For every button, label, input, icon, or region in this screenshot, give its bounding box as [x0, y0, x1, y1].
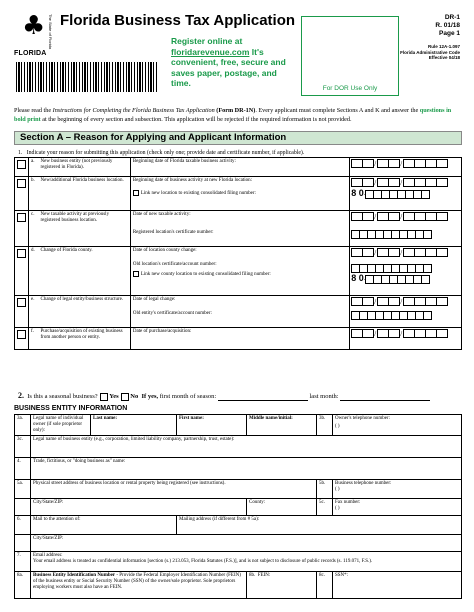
date-entry[interactable]: / /: [350, 211, 462, 247]
reason-row: b. New/additional Florida business location. Beginning date of business activity at new Florida location: Link new location to existing consolidated filing number: / / 8 0-: [15, 177, 462, 211]
ssn-field[interactable]: SSN*:: [333, 572, 462, 599]
mailing-address-field[interactable]: Mailing address (if different from # 5a):: [177, 516, 462, 535]
seasonal-yes-checkbox[interactable]: [100, 393, 108, 401]
first-month-field[interactable]: [218, 394, 308, 401]
dba-name-field[interactable]: Trade, fictitious, or "doing business as" name:: [31, 458, 462, 480]
business-entity-table: 3a. Legal name of individual owner (if sole proprietor only): Last name: First name: Middle name/initial: 3b. Owner's telephone number: ( ) 3c. Legal name of business entity (e.g., corporation, limited liability company, partnership, trust, estate): 4. Trade, fictitious, or "doing business as" name: 5a. Physical street address of business location or rental property being registered (see instructions). 5b. Business telephone number: ( ) City/State/ZIP: County: 5c. Fax number: ( ) 6. Mail to the attention of: Mailing address (if different from # 5a): City/State/ZIP: 7. Email address: Your email address is treated as confidential information [section (s.) 213.053, Florida Statutes (F.S.)], and is not subject to disclosure of public records (s. 119.071, F.S.). 8a. Business Entity Identification Number - Provide the Federal Employer Identification Number (FEIN) of the business entity or Social Security Number (SSN) of the owner/sole proprietor. Sole proprietors employing workers must also have an FEIN. 8b. FEIN: 8c. SSN*:: [14, 414, 462, 599]
register-online-notice: Register online at floridarevenue.com It's convenient, free, secure and saves paper, postage, and time.: [171, 36, 286, 88]
form-title: Florida Business Tax Application: [60, 12, 296, 29]
reason-d-checkbox[interactable]: [17, 249, 26, 258]
question-2-seasonal: 2. Is this a seasonal business? Yes No If yes, first month of season: last month:: [18, 391, 458, 401]
business-phone-field[interactable]: Business telephone number: ( ): [333, 480, 462, 499]
last-name-field[interactable]: Last name:: [91, 415, 177, 436]
reason-row: a. New business entity (not previously registered in Florida). Beginning date of Florida taxable business activity: / /: [15, 158, 462, 177]
instructions-paragraph: Please read the Instructions for Completing the Florida Business Tax Application (Form DR-1N). Every applicant must complete Sections A and K and answer the questions in bold print at the beginning of every section and subsection. This application will be rejected if the required information is not provided.: [14, 107, 452, 123]
county-field[interactable]: County:: [247, 499, 317, 516]
link-location-checkbox[interactable]: [133, 190, 139, 196]
reason-row: e. Change of legal entity/business structure. Date of legal change: Old entity's certificate/account number: / /: [15, 296, 462, 328]
date-entry[interactable]: / / 8 0-: [350, 177, 462, 211]
website-link[interactable]: floridarevenue.com: [171, 46, 250, 57]
dor-use-only-box: For DOR Use Only: [301, 16, 399, 96]
rule-block: Rule 12A-1.097 Florida Administrative Code Effective 04/18: [400, 44, 460, 60]
last-month-field[interactable]: [340, 394, 430, 401]
reason-row: f. Purchase/acquisition of existing business from another person or entity. Date of purchase/acquisition: / /: [15, 328, 462, 350]
reason-a-checkbox[interactable]: [17, 160, 26, 169]
seasonal-no-checkbox[interactable]: [121, 393, 129, 401]
fax-field[interactable]: Fax number: ( ): [333, 499, 462, 516]
palm-tree-icon: ♣: [22, 11, 46, 41]
florida-logo: [14, 12, 52, 60]
reason-row: c. New taxable activity at previously registered business location. Date of new taxable activity: Registered location's certificate number: / /: [15, 211, 462, 247]
owner-phone-field[interactable]: Owner's telephone number: ( ): [333, 415, 462, 436]
entity-id-description: Business Entity Identification Number - Provide the Federal Employer Identification Number (FEIN) of the business entity or Social Security Number (SSN) of the owner/sole proprietor. Sole proprietors employing workers must also have an FEIN.: [31, 572, 247, 599]
date-entry[interactable]: / / 8 0-: [350, 247, 462, 296]
date-entry[interactable]: / /: [350, 328, 462, 350]
mailing-city-state-zip-field[interactable]: City/State/ZIP:: [31, 535, 462, 552]
question-1: 1. Indicate your reason for submitting this application (check only one; provide date and certificate number, if applicable).: [18, 150, 305, 156]
reason-c-checkbox[interactable]: [17, 213, 26, 222]
reason-f-checkbox[interactable]: [17, 330, 26, 339]
business-entity-heading: BUSINESS ENTITY INFORMATION: [14, 405, 128, 412]
date-entry[interactable]: / /: [350, 158, 462, 177]
form-id-block: DR-1 R. 01/18 Page 1: [435, 14, 460, 37]
first-name-field[interactable]: First name:: [177, 415, 247, 436]
reason-e-checkbox[interactable]: [17, 298, 26, 307]
physical-address-field[interactable]: Physical street address of business location or rental property being registered (see instructions).: [31, 480, 317, 499]
logo-vertical-text: The State of Florida: [48, 14, 53, 50]
middle-name-field[interactable]: Middle name/initial:: [247, 415, 317, 436]
fein-field[interactable]: FEIN:: [257, 573, 271, 578]
email-field[interactable]: Email address: Your email address is treated as confidential information [section (s.) 213.053, Florida Statutes (F.S.)], and is not subject to disclosure of public records (s. 119.071, F.S.).: [31, 552, 462, 572]
reason-row: d. Change of Florida county. Date of location county change: Old location's certificate/account number: Link new county location to existing consolidated filing number: / / 8 0-: [15, 247, 462, 296]
reason-b-checkbox[interactable]: [17, 179, 26, 188]
link-county-checkbox[interactable]: [133, 271, 139, 277]
mail-attention-field[interactable]: Mail to the attention of:: [31, 516, 177, 535]
date-entry[interactable]: / /: [350, 296, 462, 328]
barcode: [16, 62, 158, 92]
city-state-zip-field[interactable]: City/State/ZIP:: [31, 499, 247, 516]
legal-business-name-field[interactable]: Legal name of business entity (e.g., corporation, limited liability company, partnership, trust, estate):: [31, 436, 462, 458]
reason-table: [14, 157, 462, 350]
section-a-header: Section A – Reason for Applying and Applicant Information: [14, 131, 462, 145]
logo-word: FLORIDA: [14, 50, 47, 57]
